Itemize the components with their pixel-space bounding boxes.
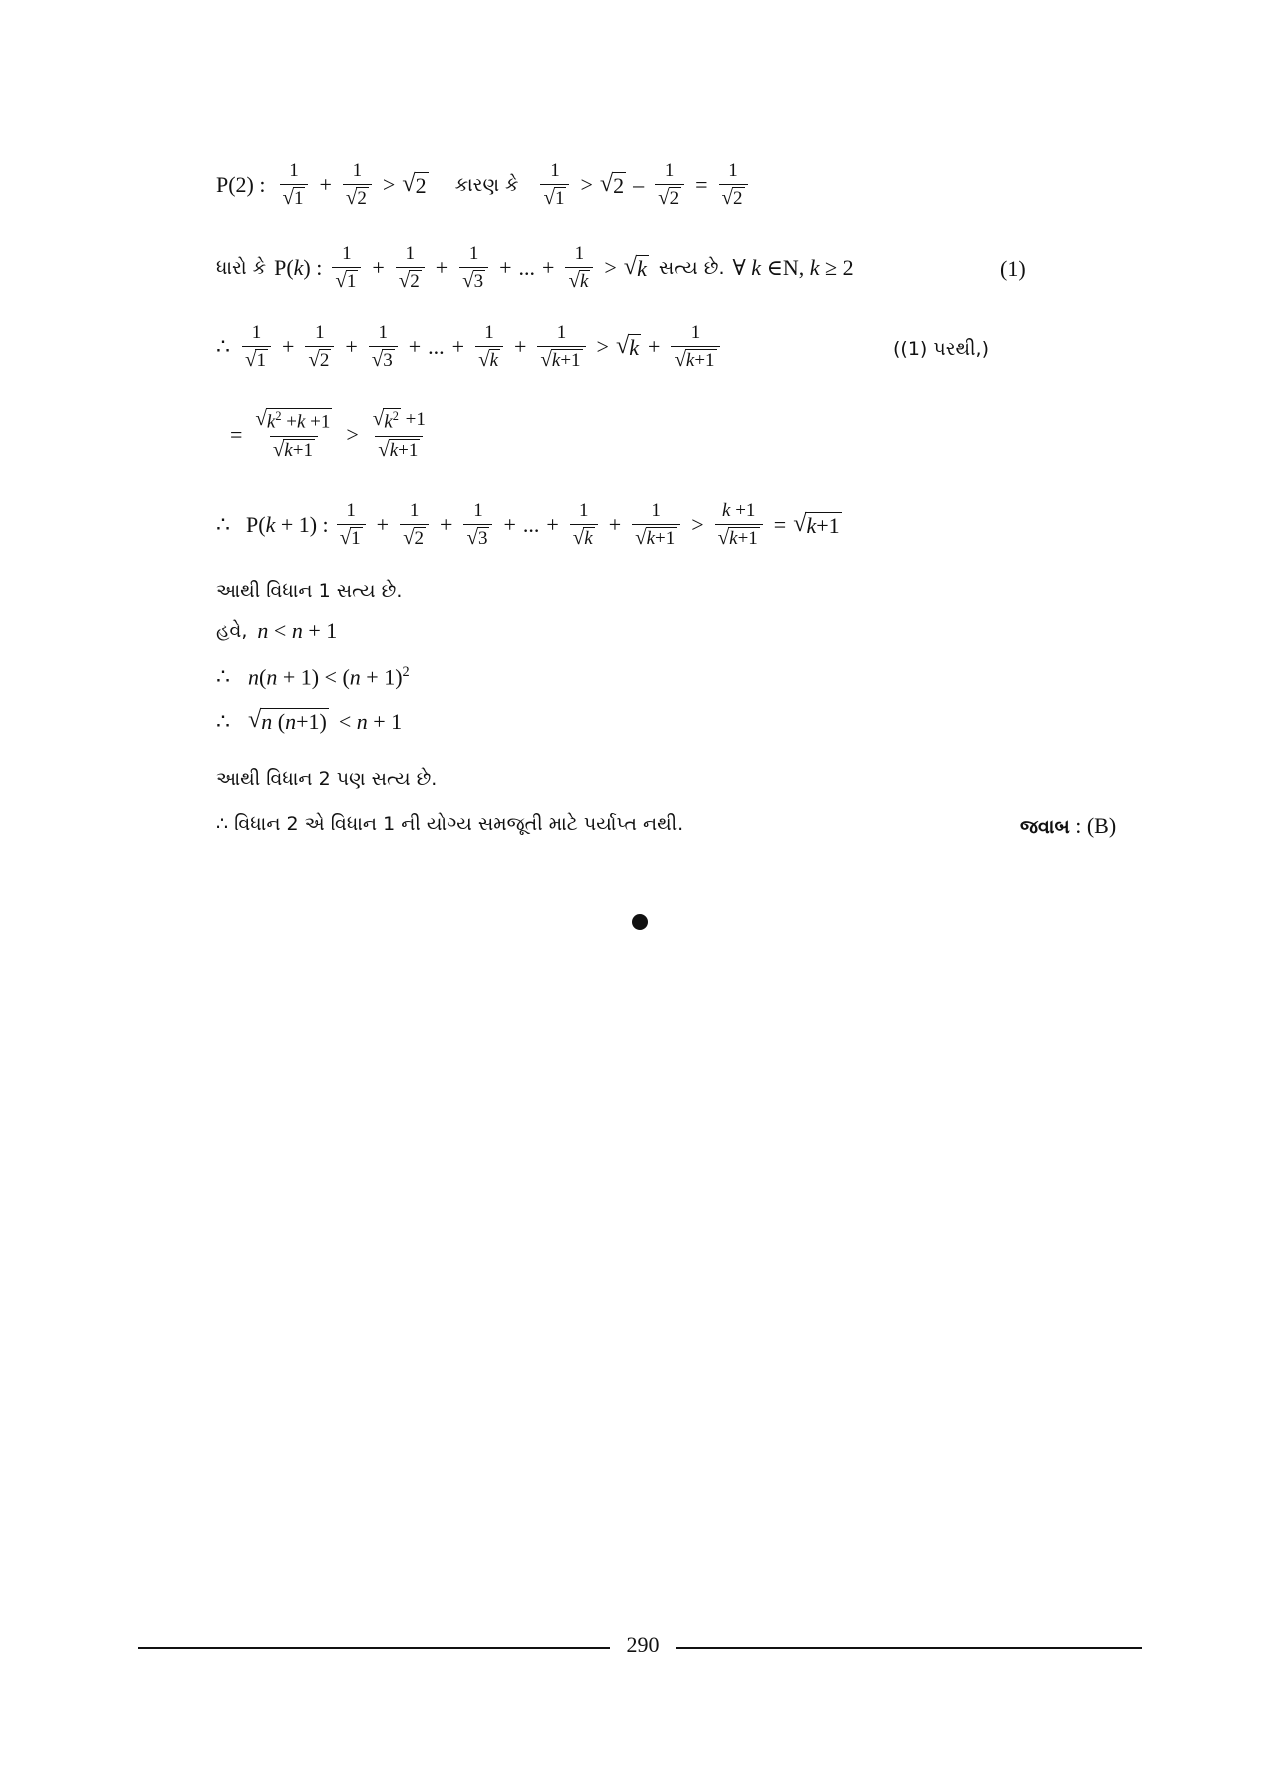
- satya-chhe-text: સત્ય છે.: [658, 257, 725, 280]
- dharo-ke-text: ધારો કે: [216, 257, 267, 280]
- karan-ke-text: કારણ કે: [454, 174, 519, 197]
- page-number: 290: [626, 1632, 660, 1657]
- simplified-line: = √ $k^2 +k +1$ √ k+1 > √ $k^2$ +1 √ k+1: [230, 406, 426, 462]
- answer-label: જવાબ: [1020, 816, 1070, 838]
- footer-rule-right: [676, 1647, 1142, 1649]
- statement2-true: આથી વિધાન 2 પણ સત્ય છે.: [216, 768, 438, 790]
- answer: [1020, 813, 1116, 839]
- footer-rule-left: [138, 1647, 610, 1649]
- p2-line: P(2) : 1 √ 1 + 1 √ 2 > √ 2 કારણ કે 1 √ 1 > √ 2 – 1 √ 2 = 1 √ 2: [216, 160, 752, 211]
- conclusion-line: ∴ વિધાન 2 એ વિધાન 1 ની યોગ્ય સમજૂતી માટે પર્યાપ્ત નથી.: [216, 813, 684, 835]
- pk-plus-one-line: ∴ P(k + 1) : 1 √ 1 + 1 √ 2 + 1 √ 3 + ... + 1 √ k + 1 √ k+1 > k +1 √ k+1 = √ k+1: [216, 500, 840, 549]
- root-inequality-line: ∴ √ n (n+1) < n + 1: [216, 706, 403, 734]
- now-line: હવે, n < n + 1: [216, 618, 338, 643]
- pk-assumption-line: ધારો કે P(k) : 1 √ 1 + 1 √ 2 + 1 √ 3 + ... + 1 √ k > √ k સત્ય છે. ∀ k ∈N, k ≥ 2: [216, 243, 854, 292]
- equation-tag: (1): [1000, 256, 1026, 281]
- have-text: હવે,: [216, 620, 248, 642]
- square-inequality-line: ∴ $n(n + 1) < (n + 1)^2$: [216, 664, 410, 690]
- sum-inequality-line: ∴ 1 √ 1 + 1 √ 2 + 1 √ 3 + ... + 1 √ k + 1 √ k+1 > √ k + 1 √ k+1: [216, 322, 724, 373]
- statement1-true: આથી વિધાન 1 સત્ય છે.: [216, 580, 403, 602]
- answer-value: : (B): [1075, 813, 1117, 838]
- from-eq1-note: ((1) પરથી,): [893, 338, 989, 360]
- section-end-bullet: [632, 914, 648, 930]
